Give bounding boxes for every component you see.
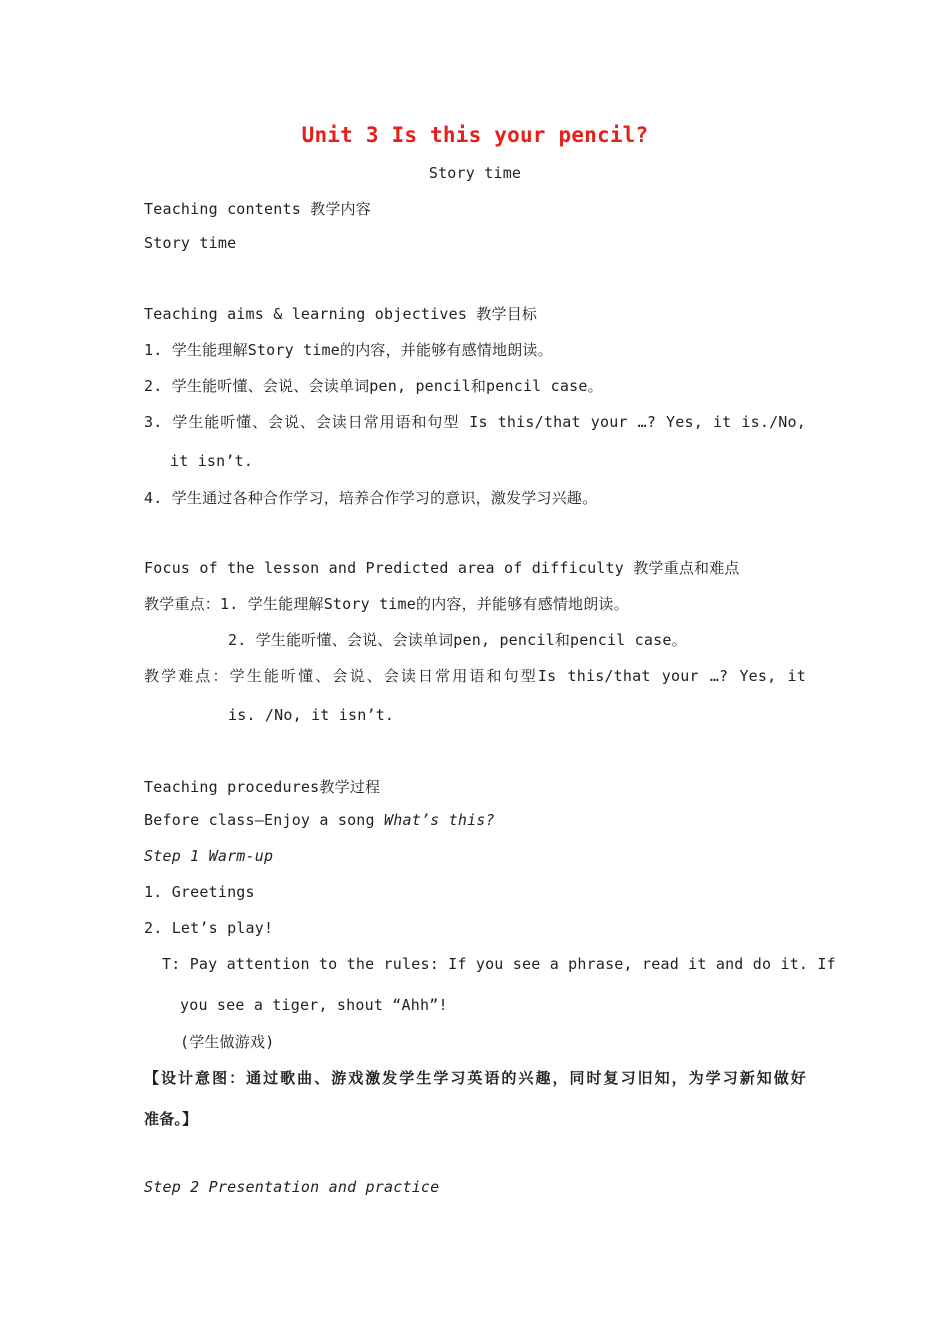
focus-heading: Focus of the lesson and Predicted area of difficulty 教学重点和难点 xyxy=(144,559,740,577)
before-class-line xyxy=(144,811,495,829)
teacher-instruction-continuation: you see a tiger, shout “Ahh”! xyxy=(180,996,448,1014)
focus-point: 2. 学生能听懂、会说、会读单词pen, pencil和pencil case。 xyxy=(228,631,687,649)
aim-item: 2. 学生能听懂、会说、会读单词pen, pencil和pencil case。 xyxy=(144,377,603,395)
contents-heading: Teaching contents 教学内容 xyxy=(144,200,371,218)
step-2-heading: Step 2 Presentation and practice xyxy=(144,1178,440,1196)
aim-item: 1. 学生能理解Story time的内容，并能够有感情地朗读。 xyxy=(144,341,553,359)
greetings-item: 1. Greetings xyxy=(144,883,255,901)
students-play-note: (学生做游戏) xyxy=(180,1033,275,1051)
before-class-text: Before class—Enjoy a song xyxy=(144,811,384,829)
aim-item-continuation: it isn’t. xyxy=(170,452,254,470)
lesson-title: Unit 3 Is this your pencil? xyxy=(301,123,649,147)
difficulty-point: 教学难点：学生能听懂、会说、会读日常用语和句型Is this/that your …? Yes, it xyxy=(144,667,806,685)
aim-item: 4. 学生通过各种合作学习，培养合作学习的意识，激发学习兴趣。 xyxy=(144,489,598,507)
design-intent: 【设计意图：通过歌曲、游戏激发学生学习英语的兴趣，同时复习旧知，为学习新知做好 xyxy=(144,1069,806,1087)
aims-heading: Teaching aims & learning objectives 教学目标 xyxy=(144,305,538,323)
lesson-subtitle: Story time xyxy=(428,164,522,182)
focus-point: 教学重点：1. 学生能理解Story time的内容，并能够有感情地朗读。 xyxy=(144,595,629,613)
teacher-instruction: T: Pay attention to the rules: If you see a phrase, read it and do it. If xyxy=(162,955,836,973)
design-intent-continuation: 准备。】 xyxy=(144,1110,198,1128)
lets-play-item: 2. Let’s play! xyxy=(144,919,274,937)
song-title: What’s this? xyxy=(384,811,495,829)
contents-body: Story time xyxy=(144,234,237,252)
step-1-heading: Step 1 Warm-up xyxy=(144,847,274,865)
procedures-heading: Teaching procedures教学过程 xyxy=(144,778,381,796)
aim-item: 3. 学生能听懂、会说、会读日常用语和句型 Is this/that your …? Yes, it is./No, xyxy=(144,413,806,431)
difficulty-continuation: is. /No, it isn’t. xyxy=(228,706,395,724)
